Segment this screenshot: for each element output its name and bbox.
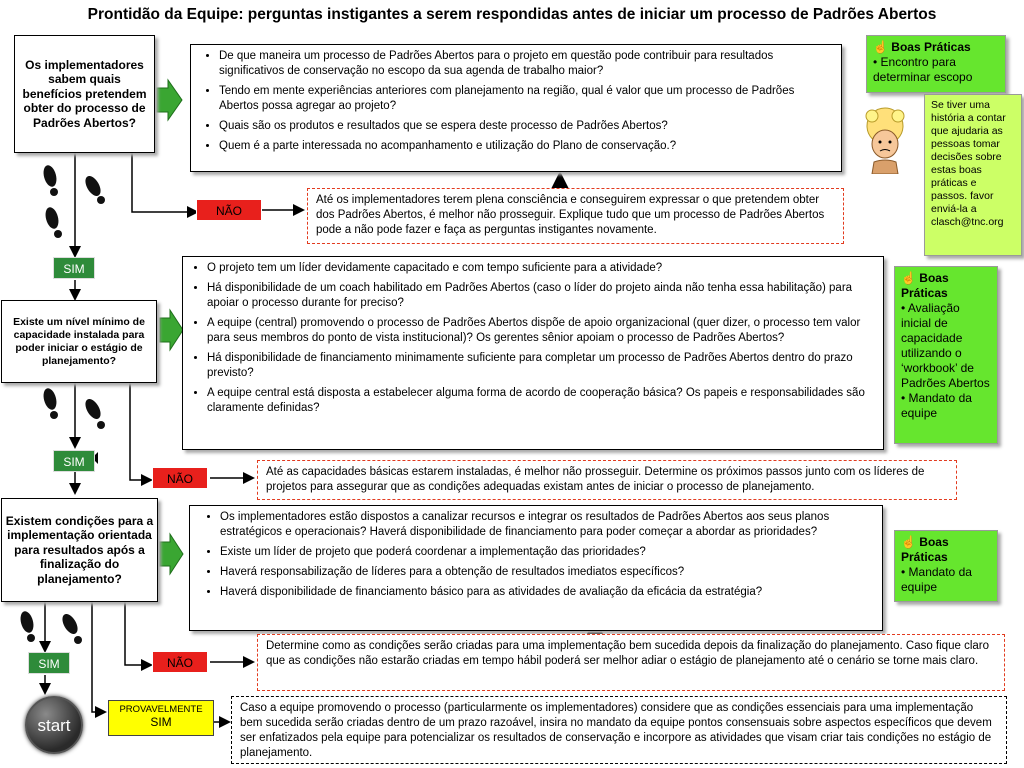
list-item: • Há disponibilidade de um coach habilitado em Padrões Abertos (caso o líder do projeto ainda não tenha essa habilitação) para apoiar o processo durante for preciso?: [207, 281, 875, 311]
best-practices-box-1: [866, 35, 1006, 93]
footprints-icon: [15, 608, 95, 658]
green-arrow-icon: [160, 310, 183, 350]
note-text: Caso a equipe promovendo o processo (particularmente os implementadores) considere que as condições essenciais para uma implementação bem sucedida serão criadas dentro de um prazo razoável, insira no mandato da equipe pontos consensuais sobre aspectos específicos que devem ser enfatizados pela equipe para potencializar os resultados de conservação e incorpore as atividades que visam criar tais condições no estágio de planejamento.: [240, 702, 992, 759]
note-text: Determine como as condições serão criadas para uma implementação bem sucedida depois da finalização do planejamento. Caso fique claro que as condições não estarão criadas em tempo hábil poderá ser melhor adiar o estágio de planejamento até o cenário se torne mais claro.: [266, 640, 989, 667]
hand-pointer-icon: ☝: [901, 271, 916, 285]
start-button-icon[interactable]: [25, 696, 83, 754]
list-item: • Os implementadores estão dispostos a canalizar recursos e integrar os resultados de Padrões Abertos aos seus planos estratégicos e operacionais? Haverá disponibilidade de financiamento para poder começar a abordar as prioridades?: [220, 510, 874, 540]
best-practices-item: • Mandato da equipe: [901, 391, 972, 420]
provavelmente-sim-label: [108, 700, 214, 736]
note-text: Até as capacidades básicas estarem instaladas, é melhor não prosseguir. Determine os próximos passos junto com os líderes de projetos para assegurar que as condições adequadas existam antes de iniciar o processo de planejamento.: [266, 466, 925, 493]
nao-label: NÃO: [152, 651, 208, 673]
green-arrow-icon: [160, 534, 183, 574]
best-practices-item: • Avaliação inicial de capacidade utilizando o ‘workbook’ de Padrões Abertos: [901, 301, 990, 390]
hand-pointer-icon: ☝: [873, 40, 888, 54]
list-item: • Quais são os produtos e resultados que se espera deste processo de Padrões Abertos?: [219, 119, 833, 134]
list-item: • O projeto tem um líder devidamente capacitado e com tempo suficiente para a atividade?: [207, 261, 875, 276]
story-tip-box: [924, 94, 1022, 256]
thinking-person-icon: [850, 104, 920, 179]
provavelmente-text: PROVAVELMENTE: [119, 704, 203, 715]
question-box-capacity: [1, 300, 157, 383]
best-practices-item: • Encontro para determinar escopo: [873, 55, 973, 84]
question-list-3: [189, 505, 883, 631]
green-arrow-icon: [157, 80, 182, 120]
note-box-1: [307, 188, 844, 244]
footprints-icon: [38, 162, 128, 247]
question-text: Existe um nível mínimo de capacidade instalada para poder iniciar o estágio de planejamento?: [13, 315, 145, 367]
tip-text: Se tiver uma história a contar que ajudaria as pessoas tomar decisões sobre estas boas práticas e passos. favor enviá-la a clasch@tnc.org: [931, 99, 1006, 228]
question-text: Os implementadores sabem quais benefícios pretendem obter do processo de Padrões Abertos?: [22, 57, 147, 130]
best-practices-box-2: [894, 266, 998, 444]
sim-label: SIM: [28, 652, 70, 674]
list-item: • Há disponibilidade de financiamento minimamente suficiente para completar um processo de Padrões Abertos dentro do prazo previsto?: [207, 351, 875, 381]
question-list-2: [182, 256, 884, 450]
start-label: start: [37, 716, 71, 735]
note-box-3: [257, 634, 1005, 691]
list-item: • A equipe central está disposta a estabelecer alguma forma de acordo de cooperação básica? Os papeis e responsabilidades são claramente definidas?: [207, 386, 875, 416]
best-practices-title: Boas Práticas: [901, 535, 949, 564]
nao-label: NÃO: [196, 199, 262, 221]
list-item: • Existe um líder de projeto que poderá coordenar a implementação das prioridades?: [220, 545, 874, 560]
sim-label: SIM: [53, 257, 95, 279]
list-item: • Tendo em mente experiências anteriores com planejamento na região, qual é valor que um processo de Padrões Abertos possa agregar ao projeto?: [219, 84, 833, 114]
nao-label: NÃO: [152, 467, 208, 489]
best-practices-item: • Mandato da equipe: [901, 565, 972, 594]
note-box-2: [257, 460, 957, 500]
note-text: Até os implementadores terem plena consciência e conseguirem expressar o que pretendem obter dos Padrões Abertos, é melhor não prosseguir. Explique tudo que um processo de Padrões Abertos pode a não pode fazer e faça as perguntas instigantes novamente.: [316, 194, 825, 236]
question-text: Existem condições para a implementação orientada para resultados após a finalização do planejamento?: [5, 513, 154, 586]
list-item: • Quem é a parte interessada no acompanhamento e utilização do Plano de conservação.?: [219, 139, 833, 154]
list-item: • Haverá responsabilização de líderes para a obtenção de resultados imediatos específicos?: [220, 565, 874, 580]
footprints-icon: [38, 385, 118, 445]
question-list-1: [190, 44, 842, 172]
list-item: • A equipe (central) promovendo o processo de Padrões Abertos dispõe de apoio organizacional (quer dizer, o processo tem valor para seus membros do ponto de vista institucional)? Os gerentes sênior apoiam o processo de Padrões Abertos?: [207, 316, 875, 346]
hand-pointer-icon: ☝: [901, 535, 916, 549]
best-practices-title: Boas Práticas: [901, 271, 949, 300]
question-box-benefits: [14, 35, 155, 153]
list-item: • Haverá disponibilidade de financiamento básico para as atividades de avaliação da eficácia da estratégia?: [220, 585, 874, 600]
best-practices-box-3: [894, 530, 998, 602]
page-title: Prontidão da Equipe: perguntas instigantes a serem respondidas antes de iniciar um processo de Padrões Abertos: [87, 6, 937, 23]
list-item: • De que maneira um processo de Padrões Abertos para o projeto em questão pode contribuir para resultados significativos de conservação no escopo da sua agenda de trabalho maior?: [219, 49, 833, 79]
sim-label: SIM: [53, 450, 95, 472]
sim-text: SIM: [150, 715, 172, 729]
question-box-conditions: [1, 498, 158, 602]
best-practices-title: Boas Práticas: [891, 40, 971, 54]
note-box-4: [231, 696, 1007, 764]
